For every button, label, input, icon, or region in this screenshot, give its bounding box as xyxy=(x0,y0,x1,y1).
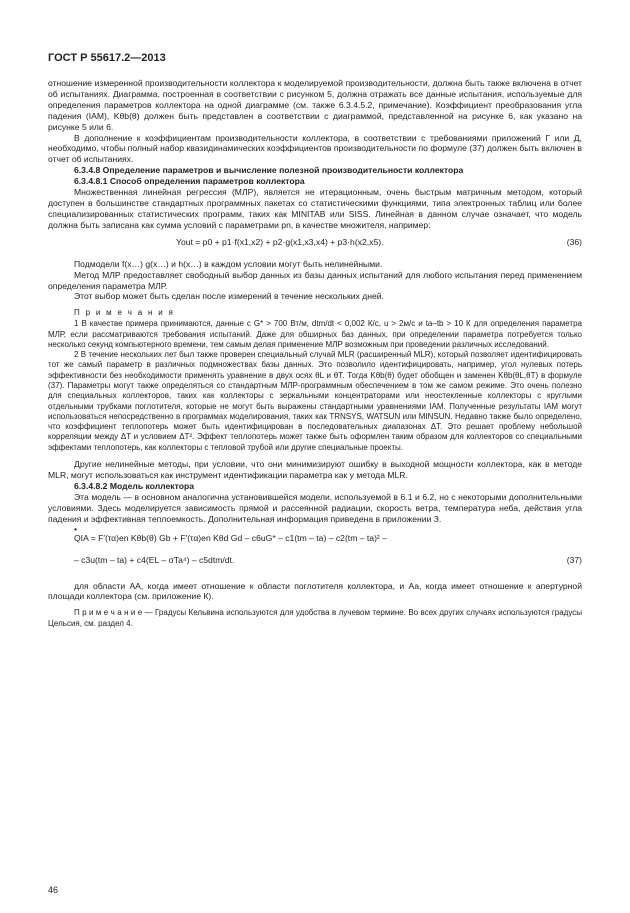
paragraph-3: Множественная линейная регрессия (МЛР), является не итерационным, очень быстрым матричным методом, который доступен в большинстве стандартных программных пакетах со статистическими функциями, типа электронных таблиц или более специализированных статистических программ, таких как MINITAB или SISS. Линейная в данном случае означает, что модель должна быть записана как сумма условий с параметрами pn, в качестве множителя, например: xyxy=(48,187,582,230)
equation-37-part-1: QIA = F′(τα)en Kθb(θ) Gb + F′(τα)en Kθd Gd – c6uG* – c1(tm – ta) – c2(tm – ta)² – xyxy=(74,532,387,543)
equation-37-number: (37) xyxy=(566,554,582,565)
note-1: 1 В качестве примера принимаются, данные с G* > 700 Вт/м, dtm/dt < 0,002 К/с, u > 2м/с и ta–tb > 10 К для определения параметра МЛР, если рассматриваются требования испытаний. Даже для обширных баз данных, при определении параметра потребуется только несколько секунд компьютерного времени, тем самым делая применение МЛР возможным при проведении различных исследований. xyxy=(48,319,582,349)
equation-36-number: (36) xyxy=(566,236,582,247)
notes-heading: П р и м е ч а н и я xyxy=(74,308,175,318)
paragraph-6: Этот выбор может быть сделан после измерений в течение нескольких дней. xyxy=(74,291,384,302)
paragraph-8: Эта модель — в основном аналогична установившейся модели, используемой в 6.1 и 6.2, но с некоторыми дополнительными условиями. Здесь моделируется зависимость прямой и рассеянной радиации, скорость ветра, температура неба, действия угла падения и эффективная теплоемкость. Дополнительная информация приведена в приложении З. xyxy=(48,491,582,524)
paragraph-1: отношение измеренной производительности коллектора к моделируемой производительности, должна быть также включена в отчет об испытаниях. Диаграмма, построенная в соответствии с рисунком 5, должна отражать все данные испытания, используемые для определения параметров коллектора на одной диаграмме (см. также 6.3.4.5.2, примечание). Коэффициент преобразования угла падения (IAM), Kθb(θ) должен быть представлен в соответствии с диаграммой, представленной на рисунке 6, как указано на рисунке 5 или 6. xyxy=(48,78,582,132)
paragraph-9: для области AA, когда имеет отношение к области поглотителя коллектора, и Aa, когда имеет отношение к апертурной площади коллектора (см. приложение К). xyxy=(48,580,582,602)
equation-37-part-2: – c3u(tm – ta) + c4(EL – σTa⁴) – c5dtm/dt. xyxy=(74,554,235,565)
note-3: П р и м е ч а н и е — Градусы Кельвина используются для удобства в лучевом термине. Во всех других случаях используются градусы Цельсия, см. раздел 4. xyxy=(48,608,582,628)
note-2: 2 В течение нескольких лет был также проверен специальный случай MLR (расширенный MLR), который позволяет идентифицировать тот же самый параметр в различных подмножествах базы данных. Это позволило идентифицировать, например, угол нулевых потерь эффективности без необходимости применять уравнение в двух осях θL и θT. Тогда Kθb(θ) будет обобщен и заменен Kθb(θL,θT) в формуле (37). Параметры могут также определяться со стандартным МЛР-программным обеспечением в том же самом режиме. Это очень полезно для специальных коллекторов, таких как коллекторы с зеркальными концентраторами или неостекленные коллекторы с круглыми отдельными трубками поглотителя, которые не могут быть выражены стандартными уравнениями IAM. Полученные результаты IAM могут использоваться непосредственно в программах моделирования, таких как TRNSYS, WATSUN или MINSUN. Недавно также было определено, что коэффициент теплопотерь может быть идентифицирован в последовательных диапазонах ΔT. Это решает проблему небольшой корреляции между ΔT и условием ΔT². Эффект теплопотерь может также быть оформлен таким образом для коллекторов со специальными эффектами теплопотерь, как коллекторы с тепловой трубой или другие специальные проекты. xyxy=(48,350,582,452)
bullet: • xyxy=(74,523,78,534)
equation-37-line-1 xyxy=(48,533,582,555)
body-text xyxy=(48,78,582,629)
section-heading-6-3-4-8-1: 6.3.4.8.1 Способ определения параметров коллектора xyxy=(74,176,305,187)
document-header: ГОСТ Р 55617.2—2013 xyxy=(48,52,166,64)
equation-37-line-2 xyxy=(48,555,582,577)
equation-36 xyxy=(48,237,582,253)
paragraph-5: Метод МЛР предоставляет свободный выбор данных из базы данных испытаний для любого испытания перед применением определения параметра МЛР. xyxy=(48,269,582,291)
paragraph-4: Подмодели f(x…) g(x…) и h(x…) в каждом условии могут быть нелинейными. xyxy=(74,258,383,269)
paragraph-2: В дополнение к коэффициентам производительности коллектора, в соответствии с требованиями приложений Г или Д, необходимо, чтобы полный набор квазидинамических коэффициентов производительности по формуле (37) должен быть включен в отчет об испытаниях. xyxy=(48,132,582,165)
section-heading-6-3-4-8-2: 6.3.4.8.2 Модель коллектора xyxy=(74,480,194,491)
page-number: 46 xyxy=(48,885,59,895)
equation-36-body: Yout = p0 + p1·f(x1,x2) + p2·g(x1,x3,x4) + p3·h(x2,x5). xyxy=(176,236,384,247)
paragraph-7: Другие нелинейные методы, при условии, что они минимизируют ошибку в выходной мощности коллектора, как в методе MLR, могут использоваться как инструмент идентификации параметра как у метода MLR. xyxy=(48,459,582,480)
section-heading-6-3-4-8: 6.3.4.8 Определение параметров и вычисление полезной производительности коллектора xyxy=(74,165,464,176)
